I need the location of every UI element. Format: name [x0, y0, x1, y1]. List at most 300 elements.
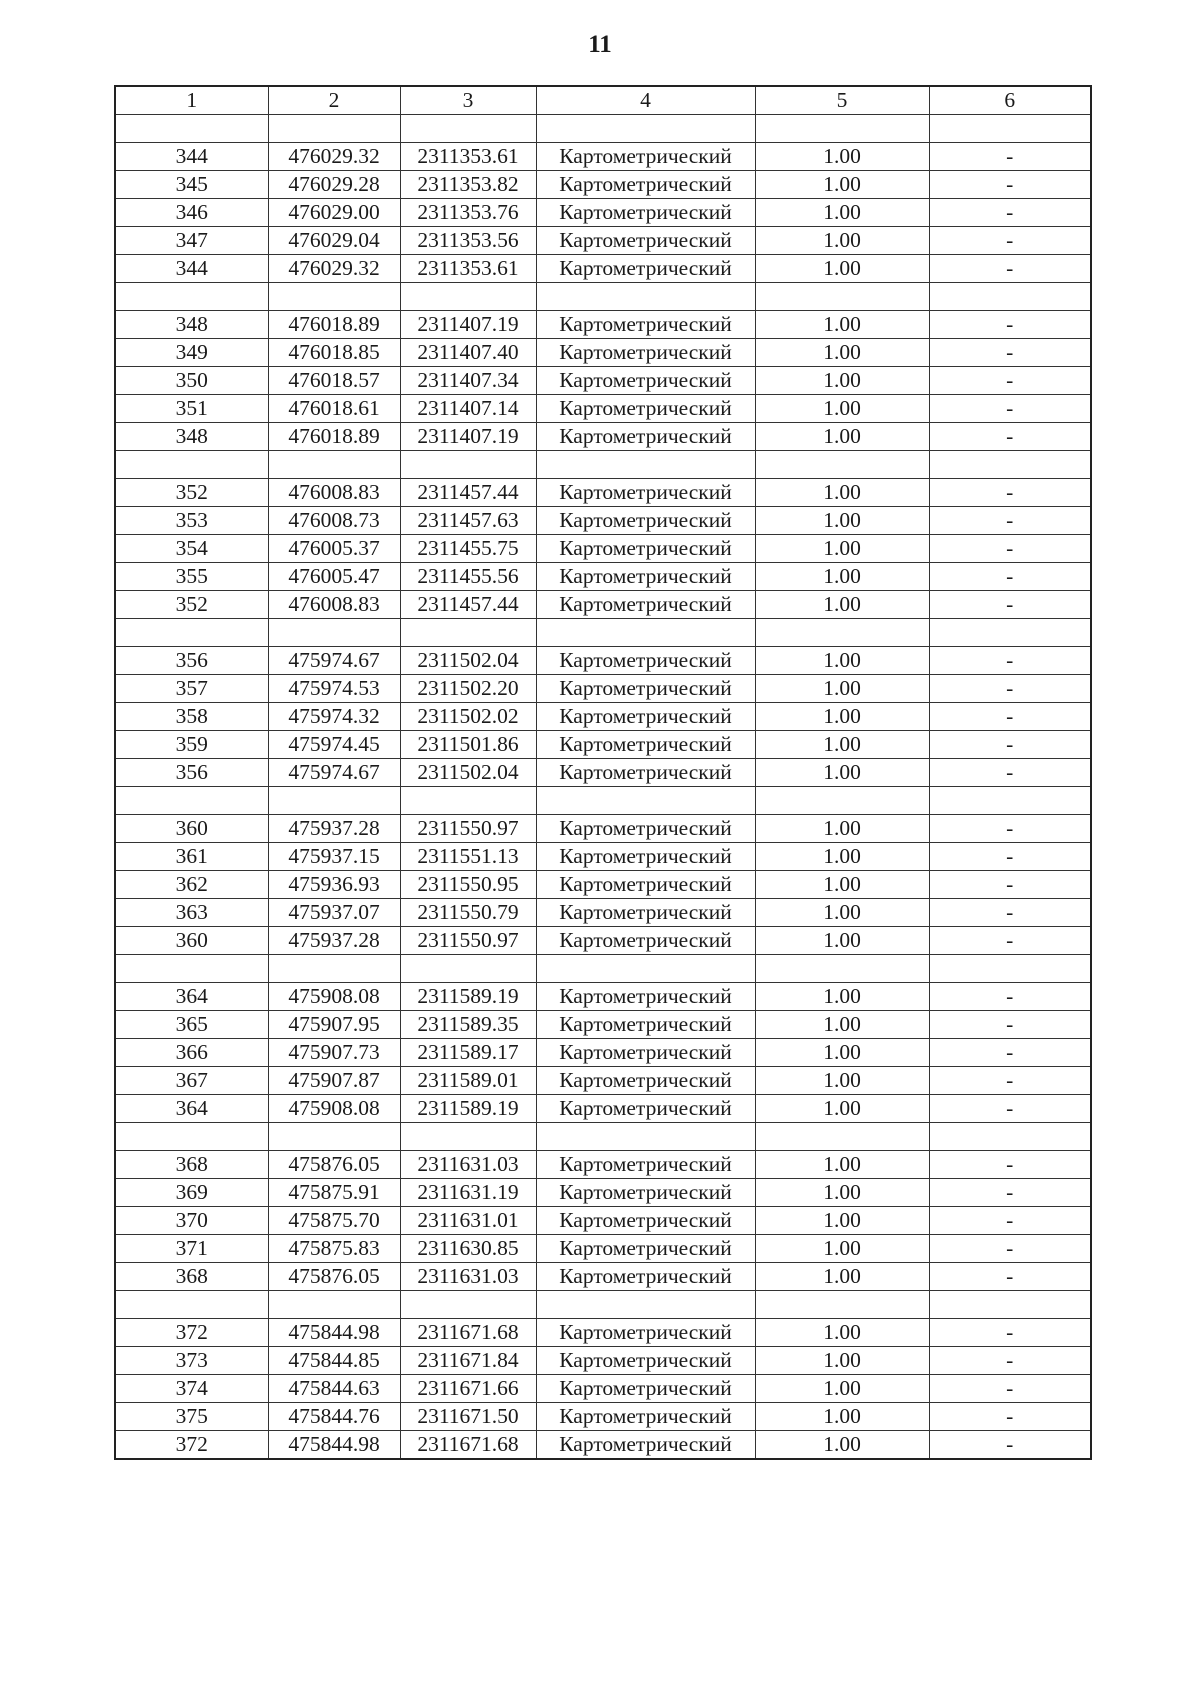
table-spacer-row	[115, 955, 1091, 983]
method-cell: Картометрический	[536, 1235, 755, 1263]
x-coordinate-cell: 476018.85	[268, 339, 400, 367]
accuracy-cell: 1.00	[755, 1095, 929, 1123]
table-spacer-row	[115, 1123, 1091, 1151]
accuracy-cell: 1.00	[755, 563, 929, 591]
table-row	[115, 1067, 1091, 1095]
note-cell: -	[929, 591, 1091, 619]
point-number-cell: 350	[115, 367, 268, 395]
y-coordinate-cell: 2311631.03	[400, 1263, 536, 1291]
point-number-cell: 369	[115, 1179, 268, 1207]
note-cell: -	[929, 1319, 1091, 1347]
point-number-cell: 344	[115, 255, 268, 283]
accuracy-cell: 1.00	[755, 675, 929, 703]
table-row	[115, 563, 1091, 591]
method-cell: Картометрический	[536, 675, 755, 703]
point-number-cell: 344	[115, 143, 268, 171]
header-cell-6: 6	[929, 86, 1091, 115]
point-number-cell: 360	[115, 815, 268, 843]
method-cell: Картометрический	[536, 1067, 755, 1095]
x-coordinate-cell: 476008.83	[268, 591, 400, 619]
point-number-cell: 348	[115, 423, 268, 451]
table-row	[115, 479, 1091, 507]
x-coordinate-cell: 475974.45	[268, 731, 400, 759]
table-header-row	[115, 86, 1091, 115]
table-row	[115, 675, 1091, 703]
method-cell: Картометрический	[536, 143, 755, 171]
method-cell: Картометрический	[536, 591, 755, 619]
accuracy-cell: 1.00	[755, 479, 929, 507]
accuracy-cell	[755, 619, 929, 647]
x-coordinate-cell: 476029.04	[268, 227, 400, 255]
table-row	[115, 1347, 1091, 1375]
accuracy-cell: 1.00	[755, 1151, 929, 1179]
note-cell: -	[929, 647, 1091, 675]
point-number-cell: 375	[115, 1403, 268, 1431]
point-number-cell: 371	[115, 1235, 268, 1263]
x-coordinate-cell	[268, 619, 400, 647]
note-cell: -	[929, 535, 1091, 563]
x-coordinate-cell: 476018.89	[268, 423, 400, 451]
table-row	[115, 843, 1091, 871]
note-cell: -	[929, 1011, 1091, 1039]
method-cell: Картометрический	[536, 1263, 755, 1291]
x-coordinate-cell: 476018.61	[268, 395, 400, 423]
y-coordinate-cell: 2311550.95	[400, 871, 536, 899]
accuracy-cell	[755, 955, 929, 983]
point-number-cell: 373	[115, 1347, 268, 1375]
method-cell: Картометрический	[536, 255, 755, 283]
y-coordinate-cell: 2311457.63	[400, 507, 536, 535]
accuracy-cell: 1.00	[755, 1431, 929, 1460]
point-number-cell: 358	[115, 703, 268, 731]
table-spacer-row	[115, 115, 1091, 143]
method-cell	[536, 787, 755, 815]
method-cell: Картометрический	[536, 759, 755, 787]
note-cell: -	[929, 675, 1091, 703]
y-coordinate-cell: 2311551.13	[400, 843, 536, 871]
y-coordinate-cell: 2311589.19	[400, 1095, 536, 1123]
point-number-cell	[115, 1291, 268, 1319]
note-cell: -	[929, 367, 1091, 395]
point-number-cell: 348	[115, 311, 268, 339]
x-coordinate-cell: 475876.05	[268, 1263, 400, 1291]
y-coordinate-cell	[400, 283, 536, 311]
note-cell: -	[929, 423, 1091, 451]
y-coordinate-cell: 2311671.84	[400, 1347, 536, 1375]
y-coordinate-cell: 2311589.17	[400, 1039, 536, 1067]
y-coordinate-cell: 2311671.50	[400, 1403, 536, 1431]
y-coordinate-cell: 2311457.44	[400, 479, 536, 507]
method-cell: Картометрический	[536, 1207, 755, 1235]
method-cell: Картометрический	[536, 1039, 755, 1067]
y-coordinate-cell: 2311550.97	[400, 815, 536, 843]
y-coordinate-cell	[400, 787, 536, 815]
y-coordinate-cell: 2311671.66	[400, 1375, 536, 1403]
point-number-cell: 374	[115, 1375, 268, 1403]
accuracy-cell: 1.00	[755, 1347, 929, 1375]
method-cell: Картометрический	[536, 171, 755, 199]
x-coordinate-cell	[268, 787, 400, 815]
note-cell: -	[929, 899, 1091, 927]
method-cell: Картометрический	[536, 843, 755, 871]
accuracy-cell: 1.00	[755, 171, 929, 199]
accuracy-cell: 1.00	[755, 731, 929, 759]
accuracy-cell: 1.00	[755, 423, 929, 451]
y-coordinate-cell: 2311502.20	[400, 675, 536, 703]
note-cell	[929, 283, 1091, 311]
note-cell	[929, 619, 1091, 647]
method-cell: Картометрический	[536, 339, 755, 367]
note-cell	[929, 1291, 1091, 1319]
table-row	[115, 1151, 1091, 1179]
point-number-cell: 347	[115, 227, 268, 255]
table-row	[115, 199, 1091, 227]
accuracy-cell: 1.00	[755, 1039, 929, 1067]
x-coordinate-cell: 476018.57	[268, 367, 400, 395]
method-cell: Картометрический	[536, 1319, 755, 1347]
x-coordinate-cell	[268, 955, 400, 983]
x-coordinate-cell: 476018.89	[268, 311, 400, 339]
table-row	[115, 731, 1091, 759]
method-cell: Картометрический	[536, 1403, 755, 1431]
table-spacer-row	[115, 787, 1091, 815]
table-row	[115, 759, 1091, 787]
note-cell: -	[929, 1235, 1091, 1263]
table-row	[115, 311, 1091, 339]
y-coordinate-cell	[400, 451, 536, 479]
point-number-cell: 360	[115, 927, 268, 955]
accuracy-cell: 1.00	[755, 647, 929, 675]
method-cell: Картометрический	[536, 479, 755, 507]
table-row	[115, 1207, 1091, 1235]
accuracy-cell: 1.00	[755, 339, 929, 367]
note-cell: -	[929, 1347, 1091, 1375]
table-row	[115, 1235, 1091, 1263]
method-cell: Картометрический	[536, 227, 755, 255]
table-spacer-row	[115, 619, 1091, 647]
table-spacer-row	[115, 451, 1091, 479]
point-number-cell: 372	[115, 1319, 268, 1347]
table-row	[115, 255, 1091, 283]
table-row	[115, 899, 1091, 927]
x-coordinate-cell: 475875.91	[268, 1179, 400, 1207]
x-coordinate-cell: 475974.67	[268, 759, 400, 787]
point-number-cell	[115, 283, 268, 311]
note-cell: -	[929, 759, 1091, 787]
table-row	[115, 143, 1091, 171]
note-cell: -	[929, 507, 1091, 535]
accuracy-cell: 1.00	[755, 927, 929, 955]
accuracy-cell: 1.00	[755, 1235, 929, 1263]
y-coordinate-cell	[400, 115, 536, 143]
header-cell-2: 2	[268, 86, 400, 115]
x-coordinate-cell	[268, 451, 400, 479]
x-coordinate-cell: 475937.15	[268, 843, 400, 871]
note-cell: -	[929, 927, 1091, 955]
accuracy-cell: 1.00	[755, 367, 929, 395]
method-cell: Картометрический	[536, 1151, 755, 1179]
y-coordinate-cell: 2311353.61	[400, 143, 536, 171]
table-row	[115, 171, 1091, 199]
accuracy-cell: 1.00	[755, 1263, 929, 1291]
point-number-cell: 353	[115, 507, 268, 535]
page-number: 11	[588, 31, 612, 58]
y-coordinate-cell: 2311631.19	[400, 1179, 536, 1207]
method-cell: Картометрический	[536, 535, 755, 563]
note-cell: -	[929, 1263, 1091, 1291]
point-number-cell: 345	[115, 171, 268, 199]
note-cell: -	[929, 1179, 1091, 1207]
method-cell: Картометрический	[536, 647, 755, 675]
point-number-cell: 357	[115, 675, 268, 703]
x-coordinate-cell: 475907.95	[268, 1011, 400, 1039]
point-number-cell	[115, 451, 268, 479]
method-cell: Картометрический	[536, 1011, 755, 1039]
x-coordinate-cell: 475875.83	[268, 1235, 400, 1263]
accuracy-cell: 1.00	[755, 143, 929, 171]
table-row	[115, 1319, 1091, 1347]
x-coordinate-cell: 475974.67	[268, 647, 400, 675]
y-coordinate-cell	[400, 955, 536, 983]
y-coordinate-cell: 2311353.82	[400, 171, 536, 199]
x-coordinate-cell: 475844.85	[268, 1347, 400, 1375]
y-coordinate-cell: 2311589.19	[400, 983, 536, 1011]
note-cell: -	[929, 1375, 1091, 1403]
x-coordinate-cell: 476008.73	[268, 507, 400, 535]
method-cell: Картометрический	[536, 563, 755, 591]
method-cell: Картометрический	[536, 395, 755, 423]
y-coordinate-cell: 2311502.04	[400, 647, 536, 675]
point-number-cell: 366	[115, 1039, 268, 1067]
accuracy-cell: 1.00	[755, 507, 929, 535]
note-cell	[929, 115, 1091, 143]
table-row	[115, 423, 1091, 451]
note-cell: -	[929, 311, 1091, 339]
point-number-cell: 352	[115, 479, 268, 507]
y-coordinate-cell: 2311407.19	[400, 311, 536, 339]
accuracy-cell: 1.00	[755, 983, 929, 1011]
method-cell	[536, 451, 755, 479]
point-number-cell: 370	[115, 1207, 268, 1235]
header-cell-3: 3	[400, 86, 536, 115]
x-coordinate-cell	[268, 283, 400, 311]
accuracy-cell: 1.00	[755, 255, 929, 283]
note-cell: -	[929, 703, 1091, 731]
table-row	[115, 367, 1091, 395]
accuracy-cell: 1.00	[755, 1207, 929, 1235]
x-coordinate-cell: 475907.73	[268, 1039, 400, 1067]
table-row	[115, 227, 1091, 255]
point-number-cell: 356	[115, 759, 268, 787]
y-coordinate-cell: 2311502.02	[400, 703, 536, 731]
point-number-cell: 355	[115, 563, 268, 591]
table-row	[115, 1431, 1091, 1460]
table-row	[115, 395, 1091, 423]
note-cell: -	[929, 1207, 1091, 1235]
y-coordinate-cell: 2311630.85	[400, 1235, 536, 1263]
accuracy-cell: 1.00	[755, 311, 929, 339]
x-coordinate-cell: 476005.47	[268, 563, 400, 591]
y-coordinate-cell: 2311353.61	[400, 255, 536, 283]
y-coordinate-cell: 2311631.01	[400, 1207, 536, 1235]
method-cell: Картометрический	[536, 1375, 755, 1403]
note-cell: -	[929, 171, 1091, 199]
method-cell: Картометрический	[536, 507, 755, 535]
y-coordinate-cell: 2311502.04	[400, 759, 536, 787]
method-cell: Картометрический	[536, 367, 755, 395]
table-row	[115, 535, 1091, 563]
table-row	[115, 1263, 1091, 1291]
y-coordinate-cell: 2311407.19	[400, 423, 536, 451]
method-cell: Картометрический	[536, 815, 755, 843]
x-coordinate-cell: 476029.00	[268, 199, 400, 227]
point-number-cell: 352	[115, 591, 268, 619]
x-coordinate-cell: 475876.05	[268, 1151, 400, 1179]
method-cell: Картометрический	[536, 1095, 755, 1123]
note-cell: -	[929, 1151, 1091, 1179]
header-cell-1: 1	[115, 86, 268, 115]
y-coordinate-cell: 2311455.56	[400, 563, 536, 591]
x-coordinate-cell: 476005.37	[268, 535, 400, 563]
point-number-cell: 372	[115, 1431, 268, 1460]
accuracy-cell: 1.00	[755, 843, 929, 871]
table-row	[115, 815, 1091, 843]
accuracy-cell: 1.00	[755, 1375, 929, 1403]
x-coordinate-cell: 475907.87	[268, 1067, 400, 1095]
x-coordinate-cell: 475908.08	[268, 1095, 400, 1123]
point-number-cell	[115, 1123, 268, 1151]
point-number-cell	[115, 115, 268, 143]
table-row	[115, 927, 1091, 955]
point-number-cell	[115, 787, 268, 815]
accuracy-cell: 1.00	[755, 871, 929, 899]
x-coordinate-cell: 475936.93	[268, 871, 400, 899]
accuracy-cell: 1.00	[755, 1403, 929, 1431]
header-cell-4: 4	[536, 86, 755, 115]
point-number-cell: 354	[115, 535, 268, 563]
note-cell: -	[929, 1067, 1091, 1095]
y-coordinate-cell: 2311501.86	[400, 731, 536, 759]
accuracy-cell: 1.00	[755, 395, 929, 423]
note-cell	[929, 451, 1091, 479]
accuracy-cell: 1.00	[755, 815, 929, 843]
note-cell: -	[929, 843, 1091, 871]
y-coordinate-cell: 2311407.34	[400, 367, 536, 395]
x-coordinate-cell: 475937.07	[268, 899, 400, 927]
accuracy-cell: 1.00	[755, 1179, 929, 1207]
point-number-cell: 367	[115, 1067, 268, 1095]
table-row	[115, 1179, 1091, 1207]
x-coordinate-cell: 475844.63	[268, 1375, 400, 1403]
method-cell: Картометрический	[536, 871, 755, 899]
note-cell: -	[929, 1039, 1091, 1067]
point-number-cell	[115, 955, 268, 983]
method-cell: Картометрический	[536, 983, 755, 1011]
note-cell: -	[929, 983, 1091, 1011]
method-cell: Картометрический	[536, 899, 755, 927]
accuracy-cell: 1.00	[755, 591, 929, 619]
note-cell: -	[929, 339, 1091, 367]
y-coordinate-cell: 2311589.01	[400, 1067, 536, 1095]
table-row	[115, 1403, 1091, 1431]
accuracy-cell: 1.00	[755, 703, 929, 731]
y-coordinate-cell	[400, 1291, 536, 1319]
table-row	[115, 1011, 1091, 1039]
accuracy-cell: 1.00	[755, 1319, 929, 1347]
accuracy-cell	[755, 115, 929, 143]
method-cell: Картометрический	[536, 1347, 755, 1375]
accuracy-cell: 1.00	[755, 759, 929, 787]
note-cell: -	[929, 731, 1091, 759]
note-cell: -	[929, 1095, 1091, 1123]
point-number-cell: 362	[115, 871, 268, 899]
method-cell: Картометрический	[536, 1179, 755, 1207]
point-number-cell: 361	[115, 843, 268, 871]
method-cell	[536, 619, 755, 647]
point-number-cell: 368	[115, 1151, 268, 1179]
table-spacer-row	[115, 1291, 1091, 1319]
accuracy-cell: 1.00	[755, 1067, 929, 1095]
method-cell	[536, 283, 755, 311]
x-coordinate-cell: 476029.32	[268, 255, 400, 283]
method-cell: Картометрический	[536, 731, 755, 759]
header-cell-5: 5	[755, 86, 929, 115]
accuracy-cell: 1.00	[755, 535, 929, 563]
y-coordinate-cell: 2311457.44	[400, 591, 536, 619]
x-coordinate-cell: 476029.28	[268, 171, 400, 199]
accuracy-cell: 1.00	[755, 899, 929, 927]
table-spacer-row	[115, 283, 1091, 311]
table-row	[115, 983, 1091, 1011]
y-coordinate-cell: 2311671.68	[400, 1319, 536, 1347]
y-coordinate-cell: 2311455.75	[400, 535, 536, 563]
point-number-cell: 351	[115, 395, 268, 423]
y-coordinate-cell: 2311550.79	[400, 899, 536, 927]
x-coordinate-cell	[268, 1291, 400, 1319]
accuracy-cell	[755, 787, 929, 815]
point-number-cell: 364	[115, 1095, 268, 1123]
note-cell: -	[929, 199, 1091, 227]
method-cell: Картометрический	[536, 927, 755, 955]
x-coordinate-cell: 476008.83	[268, 479, 400, 507]
x-coordinate-cell: 475974.53	[268, 675, 400, 703]
table-row	[115, 339, 1091, 367]
point-number-cell: 346	[115, 199, 268, 227]
accuracy-cell	[755, 1291, 929, 1319]
x-coordinate-cell: 475908.08	[268, 983, 400, 1011]
y-coordinate-cell: 2311631.03	[400, 1151, 536, 1179]
x-coordinate-cell: 475937.28	[268, 927, 400, 955]
method-cell: Картометрический	[536, 703, 755, 731]
point-number-cell: 363	[115, 899, 268, 927]
note-cell: -	[929, 395, 1091, 423]
note-cell: -	[929, 143, 1091, 171]
table-row	[115, 591, 1091, 619]
method-cell	[536, 1123, 755, 1151]
accuracy-cell	[755, 451, 929, 479]
note-cell	[929, 955, 1091, 983]
y-coordinate-cell: 2311589.35	[400, 1011, 536, 1039]
accuracy-cell	[755, 1123, 929, 1151]
method-cell: Картометрический	[536, 423, 755, 451]
table-row	[115, 1375, 1091, 1403]
x-coordinate-cell: 475844.98	[268, 1431, 400, 1460]
note-cell	[929, 787, 1091, 815]
method-cell: Картометрический	[536, 1431, 755, 1460]
note-cell: -	[929, 479, 1091, 507]
method-cell	[536, 115, 755, 143]
method-cell: Картометрический	[536, 199, 755, 227]
